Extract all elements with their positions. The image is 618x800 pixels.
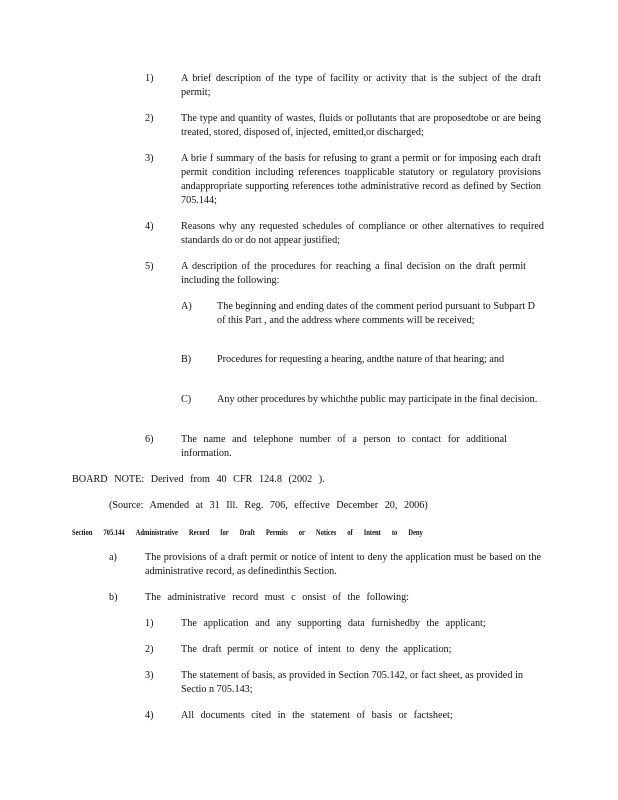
- item-text: The beginning and ending dates of the comment period pursuant to Subpart D of this Part , and the address where comments will be received;: [217, 301, 535, 326]
- heading-word: or: [298, 528, 305, 537]
- item-text: The type and quantity of wastes, fluids or pollutants that are proposedtobe or are being treated, stored, disposed of, injected, emitted,or discharged;: [181, 113, 541, 138]
- item-number: a): [109, 552, 117, 563]
- item-text: A brie f summary of the basis for refusing to grant a permit or for imposing each draft permit condition including references toapplicable statutory or regulatory provisions andappropriate supporting references tothe administrative record as defined by Section 705.144;: [181, 153, 541, 206]
- item-text: The administrative record must c onsist of the following:: [145, 592, 409, 603]
- item-text: The name and telephone number of a person to contact for additional information.: [181, 434, 507, 459]
- heading-word: Record: [188, 528, 210, 537]
- heading-word: Deny: [408, 528, 423, 537]
- heading-word: 705.144: [103, 528, 125, 537]
- item-text: A brief description of the type of facility or activity that is the subject of the draft permit;: [181, 73, 541, 98]
- item-number: 3): [145, 670, 154, 681]
- source-note: (Source: Amended at 31 Ill. Reg. 706, effective December 20, 2006): [109, 500, 428, 511]
- section-heading: [72, 526, 423, 540]
- item-number: 4): [145, 710, 154, 721]
- item-number: 2): [145, 113, 154, 124]
- item-text: The statement of basis, as provided in Section 705.142, or fact sheet, as provided in Sectio n 705.143;: [181, 670, 523, 695]
- item-text: Procedures for requesting a hearing, andthe nature of that hearing; and: [217, 354, 505, 365]
- item-text: The provisions of a draft permit or notice of intent to deny the application must be based on the administrative record, as definedinthis Section.: [145, 552, 541, 577]
- item-text: The draft permit or notice of intent to deny the application;: [181, 644, 452, 655]
- heading-word: Permits: [265, 528, 288, 537]
- heading-word: Intent: [363, 528, 381, 537]
- heading-word: Section: [72, 528, 93, 537]
- item-number: b): [109, 592, 118, 603]
- heading-word: for: [220, 528, 229, 537]
- heading-word: Notices: [315, 528, 337, 537]
- item-number: B): [181, 354, 192, 365]
- item-number: 3): [145, 153, 154, 164]
- item-number: A): [181, 301, 192, 312]
- item-number: C): [181, 394, 192, 405]
- item-text: The application and any supporting data furnishedby the applicant;: [181, 618, 486, 629]
- heading-word: Administrative: [135, 528, 178, 537]
- heading-word: to: [391, 528, 398, 537]
- item-number: 6): [145, 434, 154, 445]
- item-text: A description of the procedures for reaching a final decision on the draft permit including the following:: [181, 261, 526, 286]
- item-number: 1): [145, 618, 154, 629]
- item-number: 5): [145, 261, 154, 272]
- item-number: 4): [145, 221, 154, 232]
- item-number: 1): [145, 73, 154, 84]
- item-text: All documents cited in the statement of basis or factsheet;: [181, 710, 453, 721]
- heading-word: Draft: [239, 528, 255, 537]
- item-text: Reasons why any requested schedules of compliance or other alternatives to required standards do or do not appear justified;: [181, 221, 544, 246]
- item-text: Any other procedures by whichthe public may participate in the final decision.: [217, 394, 538, 405]
- item-number: 2): [145, 644, 154, 655]
- board-note: BOARD NOTE: Derived from 40 CFR 124.8 (2002 ).: [72, 474, 325, 485]
- heading-word: of: [347, 528, 353, 537]
